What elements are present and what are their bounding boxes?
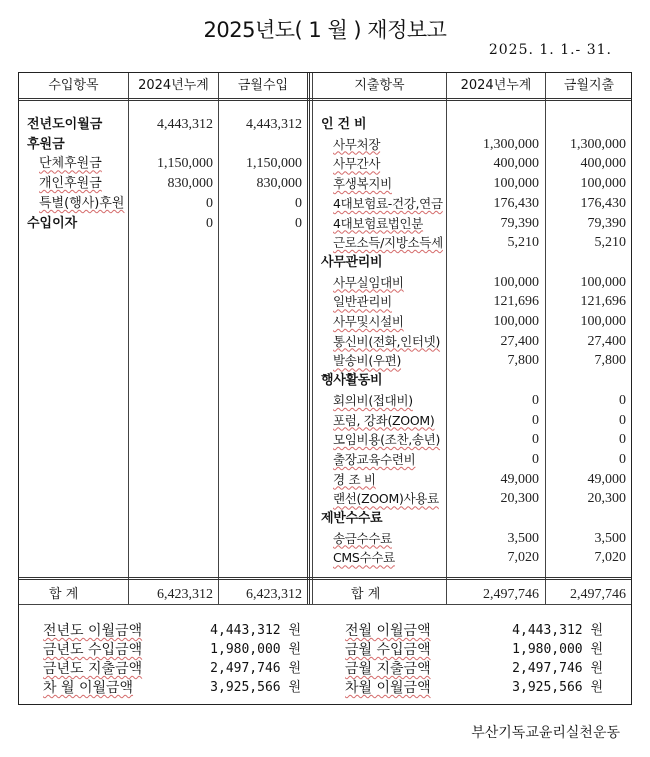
expense-item-label: 랜선(ZOOM)사용료 (333, 491, 439, 507)
summary-label: 전년도 이월금액 (43, 623, 143, 639)
summary-label: 금년도 수입금액 (43, 642, 143, 658)
expense-item-cumulative (447, 509, 539, 528)
income-item-cumulative (129, 135, 213, 154)
expense-item-month: 5,210 (594, 235, 626, 251)
expense-item-label: 통신비(전화,인터넷) (333, 333, 441, 349)
expense-item-label: 사무관리비 (321, 254, 383, 270)
expense-item-label: 출장교육수련비 (333, 451, 416, 467)
expense-item-label: 4대보험료법인분 (333, 215, 424, 231)
expense-item-month: 176,430 (580, 195, 626, 211)
income-item-label: 후원금 (27, 136, 65, 152)
summary-value: 3,925,566 원 (210, 680, 301, 695)
expense-total-cumulative: 2,497,746 (483, 587, 539, 602)
income-total-label: 합 계 (49, 587, 79, 602)
header-income-month: 금월수입 (237, 78, 289, 93)
expense-item-label: 4대보험료-건강,연금 (333, 195, 443, 211)
summary-value: 3,925,566 원 (512, 680, 603, 695)
summary-value: 1,980,000 원 (512, 642, 603, 657)
expense-item-label: 포럼, 강좌(ZOOM) (333, 412, 435, 428)
summary-divider (19, 604, 631, 605)
summary-label: 차 월 이월금액 (43, 680, 134, 696)
expense-item-month: 100,000 (580, 176, 626, 192)
expense-item-label: 사무및시설비 (333, 314, 404, 329)
summary-value: 2,497,746 원 (210, 661, 301, 676)
income-item-cumulative: 4,443,312 (157, 117, 213, 132)
expense-item-month (546, 371, 626, 390)
income-item-cumulative: 0 (206, 215, 213, 231)
expense-item-cumulative: 0 (532, 392, 539, 408)
summary-value: 4,443,312 원 (210, 623, 301, 638)
summary-label: 금월 지출금액 (345, 661, 431, 677)
expense-total-month: 2,497,746 (570, 587, 626, 602)
expense-item-label: 회의비(접대비) (333, 392, 413, 408)
header-divider (19, 98, 631, 101)
income-item-label: 수입이자 (27, 215, 78, 231)
expense-item-label: CMS수수료 (333, 550, 395, 566)
expense-item-cumulative: 0 (532, 432, 539, 448)
organization-name: 부산기독교윤리실천운동 (471, 725, 620, 741)
expense-item-month: 0 (619, 412, 626, 428)
income-item-label: 단체후원금 (39, 156, 102, 172)
expense-item-month: 100,000 (580, 274, 626, 290)
income-item-month: 1,150,000 (246, 156, 302, 172)
income-total-cumulative: 6,423,312 (157, 587, 213, 602)
expense-item-month: 27,400 (587, 333, 626, 349)
report-period: 2025. 1. 1.- 31. (488, 42, 612, 58)
expense-item-cumulative: 176,430 (493, 195, 539, 211)
expense-item-label: 인 건 비 (321, 117, 367, 132)
expense-item-month: 7,800 (594, 353, 626, 369)
expense-item-label: 일반관리비 (333, 294, 392, 310)
income-item-cumulative: 830,000 (167, 176, 213, 192)
header-income-item: 수입항목 (48, 78, 99, 93)
col-divider (312, 73, 313, 604)
expense-item-cumulative: 3,500 (507, 530, 539, 546)
expense-item-cumulative: 100,000 (493, 176, 539, 192)
expense-item-cumulative: 121,696 (493, 294, 539, 310)
expense-item-cumulative: 100,000 (493, 314, 539, 329)
expense-item-label: 행사활동비 (321, 373, 383, 389)
income-item-month: 4,443,312 (246, 117, 302, 132)
expense-item-month: 0 (619, 432, 626, 448)
income-item-month (219, 135, 302, 154)
report-title: 2025년도( 1 월 ) 재정보고 (203, 18, 447, 42)
expense-item-month: 3,500 (594, 530, 626, 546)
income-total-month: 6,423,312 (246, 587, 302, 602)
col-divider-center (307, 73, 310, 604)
expense-item-cumulative: 1,300,000 (483, 136, 539, 152)
expense-item-label: 사무처장 (333, 136, 381, 152)
totals-divider (19, 577, 631, 580)
expense-item-cumulative (447, 253, 539, 272)
header-expense-month: 금월지출 (563, 78, 615, 93)
expense-item-cumulative: 0 (532, 451, 539, 467)
expense-item-month: 0 (619, 451, 626, 467)
summary-value: 2,497,746 원 (512, 661, 603, 676)
income-item-cumulative: 0 (206, 195, 213, 211)
expense-item-label: 근로소득/지방소득세 (333, 235, 443, 251)
income-item-label: 개인후원금 (39, 176, 102, 192)
expense-item-month: 0 (619, 392, 626, 408)
summary-label: 전월 이월금액 (345, 623, 431, 639)
expense-item-month (546, 509, 626, 528)
expense-item-cumulative: 27,400 (500, 333, 539, 349)
expense-item-month: 79,390 (587, 215, 626, 231)
expense-item-cumulative: 49,000 (500, 471, 539, 487)
expense-item-label: 송금수수료 (333, 530, 392, 546)
header-income-cumulative: 2024년누계 (138, 78, 209, 93)
expense-item-label: 제반수수료 (321, 511, 383, 526)
expense-total-label: 합 계 (351, 587, 381, 602)
income-item-label: 특별(행사)후원 (39, 195, 125, 211)
expense-item-cumulative: 7,020 (507, 550, 539, 566)
expense-item-label: 발송비(우편) (333, 353, 402, 369)
income-item-month: 0 (295, 195, 302, 211)
expense-item-cumulative (447, 115, 539, 134)
expense-item-cumulative: 400,000 (493, 156, 539, 172)
expense-item-cumulative: 79,390 (500, 215, 539, 231)
expense-item-month: 400,000 (580, 156, 626, 172)
expense-item-month: 20,300 (587, 491, 626, 507)
summary-label: 금년도 지출금액 (43, 661, 143, 677)
summary-label: 금월 수입금액 (345, 642, 431, 658)
expense-item-month: 1,300,000 (570, 136, 626, 152)
expense-item-label: 사무실임대비 (333, 274, 404, 290)
expense-item-month: 49,000 (587, 471, 626, 487)
expense-item-label: 모임비용(조찬,송년) (333, 432, 441, 448)
expense-item-cumulative: 7,800 (507, 353, 539, 369)
expense-item-cumulative: 20,300 (500, 491, 539, 507)
expense-item-cumulative: 100,000 (493, 274, 539, 290)
income-item-month: 830,000 (256, 176, 302, 192)
expense-item-cumulative: 0 (532, 412, 539, 428)
expense-item-label: 경 조 비 (333, 471, 376, 487)
summary-value: 4,443,312 원 (512, 623, 603, 638)
expense-item-month: 100,000 (580, 314, 626, 329)
expense-item-label: 사무간사 (333, 156, 381, 172)
expense-item-cumulative: 5,210 (507, 235, 539, 251)
income-item-label: 전년도이월금 (27, 117, 103, 132)
expense-item-cumulative (447, 371, 539, 390)
income-item-cumulative: 1,150,000 (157, 156, 213, 172)
header-expense-cumulative: 2024년누계 (460, 78, 532, 93)
expense-item-month: 7,020 (594, 550, 626, 566)
header-expense-item: 지출항목 (354, 78, 405, 93)
income-item-month: 0 (295, 215, 302, 231)
finance-table (18, 72, 632, 705)
summary-value: 1,980,000 원 (210, 642, 301, 657)
expense-item-month: 121,696 (580, 294, 626, 310)
expense-item-label: 후생복지비 (333, 176, 392, 192)
expense-item-month (546, 253, 626, 272)
summary-label: 차월 이월금액 (345, 680, 431, 696)
expense-item-month (546, 115, 626, 134)
